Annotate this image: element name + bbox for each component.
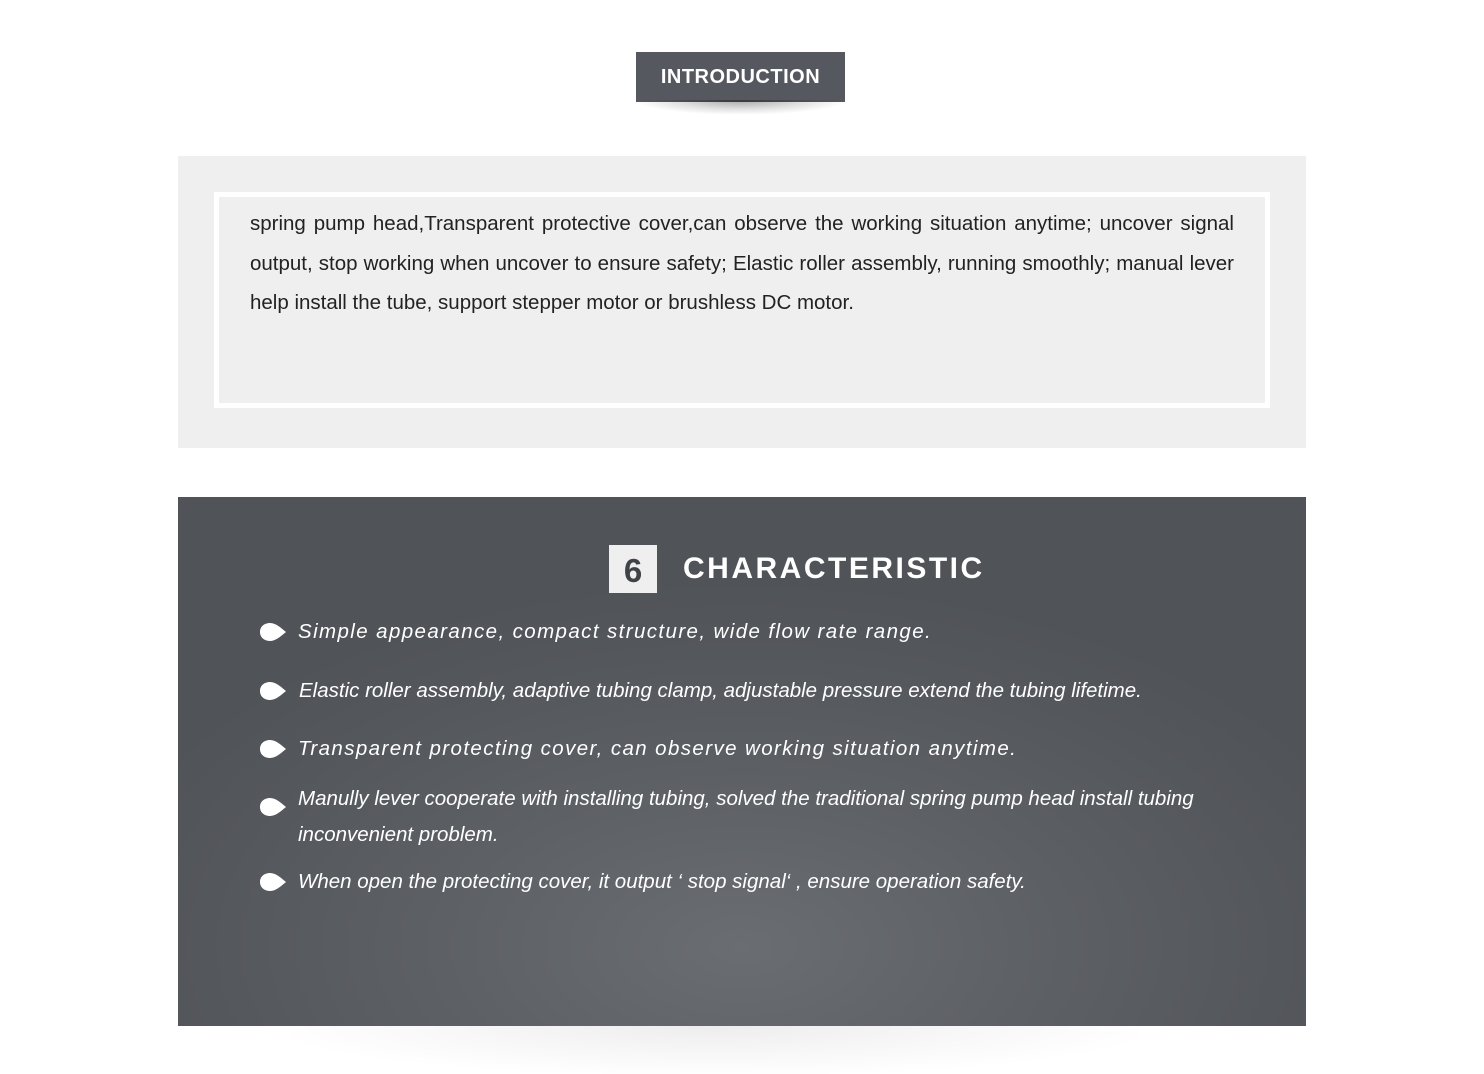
characteristic-item-3: Transparent protecting cover, can observe working situation anytime. bbox=[298, 737, 1018, 760]
characteristic-item-2: Elastic roller assembly, adaptive tubing clamp, adjustable pressure extend the tubing lifetime. bbox=[299, 679, 1142, 702]
leaf-bullet-icon bbox=[258, 623, 288, 641]
leaf-bullet-icon bbox=[258, 873, 288, 891]
leaf-bullet-icon bbox=[258, 682, 288, 700]
introduction-tab bbox=[636, 52, 845, 102]
introduction-tab-shadow bbox=[640, 100, 841, 114]
characteristic-title: CHARACTERISTIC bbox=[683, 552, 985, 585]
characteristic-header bbox=[609, 545, 985, 593]
leaf-bullet-icon bbox=[258, 740, 288, 758]
characteristic-item-5: When open the protecting cover, it output ‘ stop signal‘ , ensure operation safety. bbox=[298, 870, 1026, 893]
introduction-text: spring pump head,Transparent protective cover,can observe the working situation anytime; uncover signal output, stop working when uncover to ensure safety; Elastic roller assembly, running smoothly; manual lever help install the tube, support stepper motor or brushless DC motor. bbox=[250, 212, 1234, 314]
leaf-bullet-icon bbox=[258, 798, 288, 816]
characteristic-item-4: Manully lever cooperate with installing tubing, solved the traditional spring pump head install tubing inconvenient problem. bbox=[298, 787, 1194, 846]
characteristic-panel-shadow bbox=[290, 1026, 1140, 1074]
characteristic-panel bbox=[178, 497, 1306, 1026]
introduction-tab-label: INTRODUCTION bbox=[660, 65, 821, 88]
introduction-panel bbox=[178, 156, 1306, 448]
characteristic-item-1: Simple appearance, compact structure, wide flow rate range. bbox=[298, 620, 933, 643]
section-number-badge: 6 bbox=[609, 545, 657, 593]
